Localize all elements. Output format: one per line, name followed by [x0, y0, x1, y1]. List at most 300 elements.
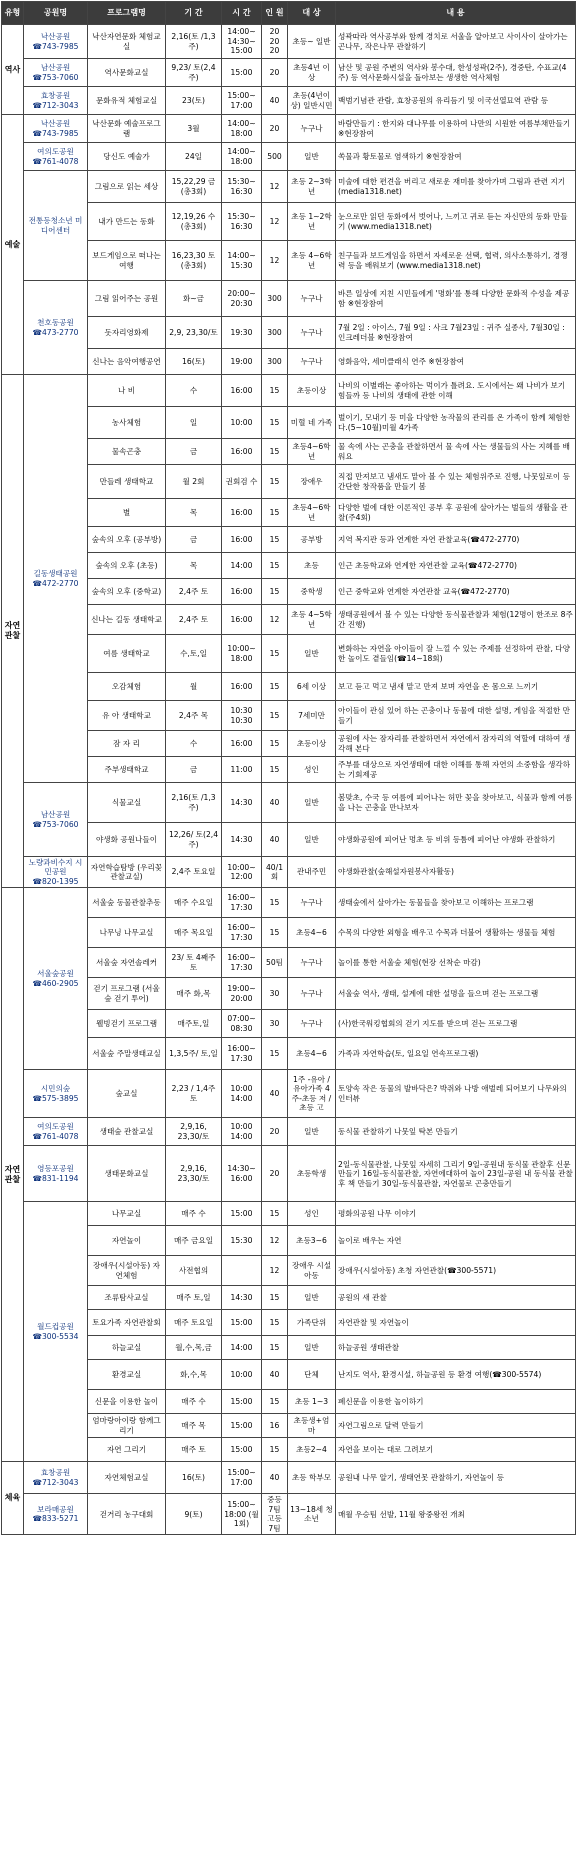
- content-cell: 놀이로 배우는 자연: [336, 1226, 576, 1256]
- time-cell: 07:00~ 08:30: [222, 1010, 262, 1038]
- target-cell: 장애우 시설아동: [288, 1256, 336, 1286]
- header-capacity: 인 원: [262, 2, 288, 25]
- time-cell: 14:00: [222, 553, 262, 579]
- time-cell: 19:00~ 20:00: [222, 978, 262, 1010]
- table-row: [2, 1494, 576, 1535]
- table-row: [2, 1010, 576, 1038]
- time-cell: 14:00: [222, 1336, 262, 1360]
- time-cell: 15:00: [222, 1390, 262, 1414]
- program-name: 숲속의 오후 (공부방): [88, 527, 166, 553]
- header-time: 시 간: [222, 2, 262, 25]
- target-cell: 초등4~6: [288, 1038, 336, 1070]
- target-cell: 관내주민: [288, 857, 336, 888]
- content-cell: 생태숲에서 살아가는 동물들을 찾아보고 이해하는 프로그램: [336, 888, 576, 918]
- park-cell: [24, 888, 88, 1070]
- program-name: 서울숲 동물관찰추동: [88, 888, 166, 918]
- period-cell: 목: [166, 553, 222, 579]
- park-name: 월드컵공원: [37, 1322, 74, 1332]
- period-cell: 금: [166, 757, 222, 783]
- table-row: [2, 25, 576, 59]
- period-cell: 금: [166, 527, 222, 553]
- park-phone: ☎712-3043: [32, 100, 79, 110]
- capacity-cell: 15: [262, 1438, 288, 1462]
- capacity-cell: 12: [262, 1256, 288, 1286]
- content-cell: 변화하는 자연을 아이들이 잘 느낄 수 있는 주제를 선정하여 관찰, 다양한 놀이도 곁들임(☎14~18회): [336, 635, 576, 673]
- content-cell: 공원에 사는 잠자리를 관찰하면서 자연에서 잠자리의 역할에 대하여 생각해 본다: [336, 731, 576, 757]
- content-cell: 공원내 나무 알기, 생태연못 관찰하기, 자연놀이 등: [336, 1462, 576, 1494]
- target-cell: 가족단위: [288, 1310, 336, 1336]
- period-cell: 2,9, 23,30/토: [166, 317, 222, 349]
- time-cell: 15:00~ 17:00: [222, 1462, 262, 1494]
- capacity-cell: 40: [262, 1070, 288, 1118]
- time-cell: 14:30: [222, 823, 262, 857]
- time-cell: 10:00~ 12:00: [222, 857, 262, 888]
- program-name: 오감체험: [88, 673, 166, 701]
- table-row: [2, 673, 576, 701]
- time-cell: 10:00~ 18:00: [222, 635, 262, 673]
- period-cell: 2,23 / 1,4주 토: [166, 1070, 222, 1118]
- program-name: 그림으로 읽는 세상: [88, 171, 166, 203]
- time-cell: 10:00: [222, 407, 262, 439]
- capacity-cell: 20 20 20: [262, 25, 288, 59]
- program-name: 식물교실: [88, 783, 166, 823]
- period-cell: 2,9,16, 23,30/토: [166, 1118, 222, 1146]
- table-row: [2, 978, 576, 1010]
- time-cell: 16:00: [222, 527, 262, 553]
- target-cell: 누구나: [288, 281, 336, 317]
- time-cell: 16:00: [222, 499, 262, 527]
- header-park: 공원명: [24, 2, 88, 25]
- capacity-cell: 15: [262, 1336, 288, 1360]
- header-program: 프로그램명: [88, 2, 166, 25]
- content-cell: 성곽따라 역사공부와 함께 경치로 서울을 알아보고 사이사이 살아가는 곤나무, 작은나무 관찰하기: [336, 25, 576, 59]
- program-table-container: [1, 1, 575, 1870]
- table-row: [2, 1414, 576, 1438]
- program-name: 걷기 프로그램 (서울숲 걷기 투어): [88, 978, 166, 1010]
- table-row: [2, 918, 576, 948]
- capacity-cell: 15: [262, 1038, 288, 1070]
- time-cell: [222, 1256, 262, 1286]
- program-name: 신문을 이용한 놀이: [88, 1390, 166, 1414]
- period-cell: 3월: [166, 115, 222, 143]
- time-cell: 15:30~ 16:30: [222, 203, 262, 241]
- program-name: 그림 읽어주는 공원: [88, 281, 166, 317]
- content-cell: 공원의 새 관찰: [336, 1286, 576, 1310]
- content-cell: 자연관찰 및 자연놀이: [336, 1310, 576, 1336]
- park-name: 남산공원: [40, 810, 71, 820]
- table-row: [2, 857, 576, 888]
- program-name: 신나는 길동 생태학교: [88, 605, 166, 635]
- program-name: 조류탐사교실: [88, 1286, 166, 1310]
- park-name: 낙산공원: [40, 32, 71, 42]
- program-table: [1, 1, 576, 1535]
- table-row: [2, 203, 576, 241]
- table-row: [2, 465, 576, 499]
- program-name: 돗자리영화제: [88, 317, 166, 349]
- time-cell: 10:00 14:00: [222, 1070, 262, 1118]
- capacity-cell: 20: [262, 1118, 288, 1146]
- capacity-cell: 15: [262, 579, 288, 605]
- time-cell: 15:00~ 18:00 (월1회): [222, 1494, 262, 1535]
- content-cell: 난지도 역사, 환경시설, 하늘공원 등 환경 여행(☎300-5574): [336, 1360, 576, 1390]
- park-name: 천호동공원: [37, 318, 74, 328]
- park-phone: ☎473-2770: [32, 327, 79, 337]
- content-cell: 자연그림으로 달력 만들기: [336, 1414, 576, 1438]
- park-cell: [24, 1146, 88, 1202]
- content-cell: 미술에 대한 편견을 버리고 새로운 재미를 찾아가며 그림과 관련 지기(media1318.net): [336, 171, 576, 203]
- period-cell: 화,수,목: [166, 1360, 222, 1390]
- header-period: 기 간: [166, 2, 222, 25]
- time-cell: 16:00~ 17:30: [222, 888, 262, 918]
- category-cell: 체육: [2, 1462, 24, 1535]
- park-cell: [24, 375, 88, 783]
- content-cell: 자연을 보이는 대로 그려보기: [336, 1438, 576, 1462]
- content-cell: 주부를 대상으로 자연생태에 대한 이해를 통해 자연의 소중함을 생각하는 기회제공: [336, 757, 576, 783]
- park-phone: ☎833-5271: [32, 1514, 79, 1524]
- capacity-cell: 40: [262, 1360, 288, 1390]
- content-cell: 물 속에 사는 곤충을 관찰하면서 물 속에 사는 생물들의 사는 지혜를 배워요: [336, 439, 576, 465]
- park-name: 낙산공원: [40, 119, 71, 129]
- table-row: [2, 823, 576, 857]
- period-cell: 2,16(토 /1,3주): [166, 25, 222, 59]
- target-cell: 초등 2~3학년: [288, 171, 336, 203]
- table-row: [2, 1070, 576, 1118]
- target-cell: 일반: [288, 1336, 336, 1360]
- target-cell: 초등이상: [288, 731, 336, 757]
- period-cell: 매주 목: [166, 1414, 222, 1438]
- capacity-cell: 40: [262, 823, 288, 857]
- target-cell: 7세미만: [288, 701, 336, 731]
- content-cell: 7월 2일 : 아이스, 7월 9일 : 사크 7월23일 : 귀주 실종사, 7월30일 : 인크레더블 ※현장참여: [336, 317, 576, 349]
- period-cell: 매주 수: [166, 1202, 222, 1226]
- time-cell: 20:00~ 20:30: [222, 281, 262, 317]
- period-cell: 23(토): [166, 87, 222, 115]
- content-cell: 평화의공원 나무 이야기: [336, 1202, 576, 1226]
- program-name: 장애우(시설아동) 자연체험: [88, 1256, 166, 1286]
- content-cell: 가족과 자연학습(토, 일요일 연속프로그램): [336, 1038, 576, 1070]
- program-name: 물속곤충: [88, 439, 166, 465]
- table-row: [2, 439, 576, 465]
- content-cell: 백범기념관 관람, 효창공원의 유리듬기 및 이국선열묘역 관람 등: [336, 87, 576, 115]
- time-cell: 15:00: [222, 1438, 262, 1462]
- content-cell: 직접 만져보고 냄새도 맡아 볼 수 있는 체험위주로 진행, 나뭇잎로이 등 간단한 창작품을 만들기 봄: [336, 465, 576, 499]
- park-phone: ☎753-7060: [32, 72, 79, 82]
- target-cell: 누구나: [288, 888, 336, 918]
- time-cell: 15:00: [222, 1414, 262, 1438]
- content-cell: 다양한 벌에 대한 이론적인 공부 후 공원에 살아가는 벌들의 생활을 관찰(주4회): [336, 499, 576, 527]
- time-cell: 16:00: [222, 579, 262, 605]
- park-phone: ☎472-2770: [32, 578, 79, 588]
- table-row: [2, 731, 576, 757]
- period-cell: 매주 목요일: [166, 918, 222, 948]
- time-cell: 19:30: [222, 317, 262, 349]
- program-name: 역사문화교실: [88, 59, 166, 87]
- period-cell: 매주 화,목: [166, 978, 222, 1010]
- target-cell: 초등4년 이상: [288, 59, 336, 87]
- period-cell: 목: [166, 499, 222, 527]
- capacity-cell: 50팀: [262, 948, 288, 978]
- program-name: 환경교실: [88, 1360, 166, 1390]
- program-name: 나 비: [88, 375, 166, 407]
- content-cell: 바른 일상에 지친 시민들에게 '명화'를 통해 다양한 문화적 수성을 제공함 ※현장참여: [336, 281, 576, 317]
- time-cell: 14:30: [222, 783, 262, 823]
- time-cell: 11:00: [222, 757, 262, 783]
- park-name: 길동생태공원: [33, 569, 78, 579]
- content-cell: 지역 복지관 등과 연계한 자연 관찰교육(☎472-2770): [336, 527, 576, 553]
- content-cell: 토양속 작은 동물의 발바닥은? 박쥐와 나방 애벌레 되어보기 나무와의 인터뷰: [336, 1070, 576, 1118]
- time-cell: 10:00: [222, 1360, 262, 1390]
- time-cell: 16:00~ 17:30: [222, 918, 262, 948]
- table-row: [2, 1118, 576, 1146]
- content-cell: 친구들과 보드게임을 하면서 자세로운 선택, 협력, 의사소통하기, 경쟁력 등을 배워보기 (www.media1318.net): [336, 241, 576, 281]
- target-cell: 일반: [288, 1286, 336, 1310]
- period-cell: 2,16(토 /1,3주): [166, 783, 222, 823]
- program-name: 나무교실: [88, 1202, 166, 1226]
- time-cell: 15:30~ 16:30: [222, 171, 262, 203]
- table-row: [2, 59, 576, 87]
- period-cell: 9(토): [166, 1494, 222, 1535]
- table-row: [2, 948, 576, 978]
- content-cell: 야생화관찰(숲해설자원봉사자활동): [336, 857, 576, 888]
- program-name: 신나는 음악여행공연: [88, 349, 166, 375]
- capacity-cell: 15: [262, 439, 288, 465]
- park-name: 여의도공원: [37, 1122, 74, 1132]
- park-cell: [24, 1494, 88, 1535]
- program-name: 내가 만드는 동화: [88, 203, 166, 241]
- park-name: 보라매공원: [37, 1504, 74, 1514]
- table-row: [2, 115, 576, 143]
- time-cell: 16:00: [222, 439, 262, 465]
- header-type: 유형: [2, 2, 24, 25]
- program-name: 숲교실: [88, 1070, 166, 1118]
- table-row: [2, 1256, 576, 1286]
- header-target: 대 상: [288, 2, 336, 25]
- table-row: [2, 143, 576, 171]
- capacity-cell: 15: [262, 407, 288, 439]
- target-cell: 초등4~6학년: [288, 439, 336, 465]
- content-cell: 바람만들기 : 한지와 대나무를 이용하여 나만의 시원한 여름부채만들기 ※현장참여: [336, 115, 576, 143]
- park-phone: ☎761-4078: [32, 1131, 79, 1141]
- program-name: 숲속의 오후 (초등): [88, 553, 166, 579]
- table-row: [2, 888, 576, 918]
- target-cell: 초등4~6: [288, 918, 336, 948]
- target-cell: 1주 -유아 /유아가족 4주-초등 저 /초등 고: [288, 1070, 336, 1118]
- period-cell: 매주 토요일: [166, 1310, 222, 1336]
- period-cell: 16(토): [166, 349, 222, 375]
- capacity-cell: 300: [262, 281, 288, 317]
- capacity-cell: 12: [262, 171, 288, 203]
- table-row: [2, 553, 576, 579]
- category-cell: 자연관찰: [2, 888, 24, 1462]
- target-cell: 초등 4~5학년: [288, 605, 336, 635]
- period-cell: 9,23/ 토(2,4주): [166, 59, 222, 87]
- content-cell: 생태공원에서 볼 수 있는 다양한 동식물관찰과 체험(12명이 한조로 8주간 진행): [336, 605, 576, 635]
- content-cell: 영화음악, 세미클래식 연주 ※현장참여: [336, 349, 576, 375]
- content-cell: 2일-동식물관찰, 나뭇잎 자세히 그리기 9일-공원내 동식물 관찰후 신문 만들기 16일-동식물관찰, 자연에대하여 놀이 23일-공원 내 동식물 관찰 후 책 만들기 30일-동식물관찰, 자연물로 곤충만들기: [336, 1146, 576, 1202]
- capacity-cell: 300: [262, 349, 288, 375]
- time-cell: 10:00 14:00: [222, 1118, 262, 1146]
- period-cell: 12,26/ 토(2,4주): [166, 823, 222, 857]
- target-cell: 미혈 네 가족: [288, 407, 336, 439]
- program-name: 낙산문화 예술프로그램: [88, 115, 166, 143]
- content-cell: 봄맞초, 수국 등 여름에 피어나는 허만 꽃을 찾아보고, 식물과 함께 여름을 나는 곤충을 만나보자: [336, 783, 576, 823]
- content-cell: 폐신문을 이용한 놀이하기: [336, 1390, 576, 1414]
- time-cell: 10:30 10:30: [222, 701, 262, 731]
- time-cell: 16:00~ 17:30: [222, 948, 262, 978]
- content-cell: 수목의 다양한 외형을 배우고 수목과 더불어 생활하는 생물들 체험: [336, 918, 576, 948]
- capacity-cell: 15: [262, 1390, 288, 1414]
- content-cell: 야생화공원에 피어난 멍초 등 비위 등틈에 피어난 야생화 관찰하기: [336, 823, 576, 857]
- period-cell: 16,23,30 토(총3회): [166, 241, 222, 281]
- target-cell: 일반: [288, 783, 336, 823]
- park-phone: ☎712-3043: [32, 1477, 79, 1487]
- table-row: [2, 241, 576, 281]
- program-name: 생태문화교실: [88, 1146, 166, 1202]
- table-row: [2, 1360, 576, 1390]
- target-cell: 초등 4~6학년: [288, 241, 336, 281]
- program-name: 낙산자연문화 체험교실: [88, 25, 166, 59]
- target-cell: 초등 1~3: [288, 1390, 336, 1414]
- program-name: 자연체험교실: [88, 1462, 166, 1494]
- capacity-cell: 12: [262, 1226, 288, 1256]
- program-name: 주부생태학교: [88, 757, 166, 783]
- park-phone: ☎460-2905: [32, 978, 79, 988]
- table-row: [2, 281, 576, 317]
- time-cell: 14:00~ 15:30: [222, 241, 262, 281]
- table-row: [2, 171, 576, 203]
- period-cell: 월: [166, 673, 222, 701]
- park-name: 전통등청소년 미디어센터: [28, 216, 83, 235]
- capacity-cell: 15: [262, 701, 288, 731]
- table-row: [2, 701, 576, 731]
- table-row: [2, 349, 576, 375]
- header-row: [2, 2, 576, 25]
- time-cell: 14:30: [222, 1286, 262, 1310]
- table-row: [2, 1038, 576, 1070]
- park-name: 효창공원: [40, 91, 71, 101]
- target-cell: 단체: [288, 1360, 336, 1390]
- capacity-cell: 15: [262, 1286, 288, 1310]
- table-row: [2, 317, 576, 349]
- target-cell: 초등생+엄마: [288, 1414, 336, 1438]
- table-row: [2, 1390, 576, 1414]
- target-cell: 누구나: [288, 349, 336, 375]
- target-cell: 초등 학부모: [288, 1462, 336, 1494]
- capacity-cell: 30: [262, 1010, 288, 1038]
- period-cell: 월 2회: [166, 465, 222, 499]
- content-cell: 서울숲 역사, 생태, 설계에 대한 설명을 들으며 걷는 프로그램: [336, 978, 576, 1010]
- target-cell: 초등3~6: [288, 1226, 336, 1256]
- time-cell: 14:00~ 18:00: [222, 115, 262, 143]
- table-row: [2, 1438, 576, 1462]
- content-cell: 하늘공원 생태관찰: [336, 1336, 576, 1360]
- content-cell: 보고 듣고 먹고 냄새 맡고 만져 보며 자연을 온 몸으로 느끼기: [336, 673, 576, 701]
- period-cell: 16(토): [166, 1462, 222, 1494]
- program-name: 문화유적 체험교실: [88, 87, 166, 115]
- target-cell: 6세 이상: [288, 673, 336, 701]
- period-cell: 금: [166, 439, 222, 465]
- program-name: 웰빙걷기 프로그램: [88, 1010, 166, 1038]
- table-row: [2, 527, 576, 553]
- target-cell: 초등이상: [288, 375, 336, 407]
- capacity-cell: 12: [262, 241, 288, 281]
- content-cell: 놀이를 통한 서울숲 체험(현장 선착순 마감): [336, 948, 576, 978]
- period-cell: 월,수,목,금: [166, 1336, 222, 1360]
- park-cell: [24, 25, 88, 59]
- program-name: 생태숲 관찰교실: [88, 1118, 166, 1146]
- park-phone: ☎753-7060: [32, 819, 79, 829]
- capacity-cell: 15: [262, 375, 288, 407]
- period-cell: 1,3,5주/ 토,일: [166, 1038, 222, 1070]
- target-cell: 누구나: [288, 115, 336, 143]
- park-cell: [24, 783, 88, 857]
- target-cell: 공부방: [288, 527, 336, 553]
- target-cell: 초등2~4: [288, 1438, 336, 1462]
- table-row: [2, 407, 576, 439]
- program-name: 자연학습탐방 (우리꽃관찰교실): [88, 857, 166, 888]
- target-cell: 초등~ 일반: [288, 25, 336, 59]
- capacity-cell: 15: [262, 1202, 288, 1226]
- park-phone: ☎831-1194: [32, 1173, 79, 1183]
- target-cell: 일반: [288, 143, 336, 171]
- table-row: [2, 87, 576, 115]
- content-cell: 쏙물과 황토물로 염색하기 ※현장참여: [336, 143, 576, 171]
- content-cell: 장애우(시설아동) 초청 자연관찰(☎300-5571): [336, 1256, 576, 1286]
- park-cell: [24, 171, 88, 281]
- period-cell: 12,19,26 수(총3회): [166, 203, 222, 241]
- park-name: 시민의숲: [40, 1084, 71, 1094]
- time-cell: 권회검 수: [222, 465, 262, 499]
- time-cell: 14:00~ 14:30~ 15:00: [222, 25, 262, 59]
- target-cell: 성인: [288, 757, 336, 783]
- capacity-cell: 15: [262, 673, 288, 701]
- target-cell: 장애우: [288, 465, 336, 499]
- park-cell: [24, 143, 88, 171]
- capacity-cell: 500: [262, 143, 288, 171]
- park-phone: ☎575-3895: [32, 1093, 79, 1103]
- program-name: 당신도 예술가: [88, 143, 166, 171]
- header-content: 내 용: [336, 2, 576, 25]
- program-name: 자연놀이: [88, 1226, 166, 1256]
- time-cell: 19:00: [222, 349, 262, 375]
- target-cell: 초등4~6학년: [288, 499, 336, 527]
- target-cell: 일반: [288, 1118, 336, 1146]
- category-cell: 자연관찰: [2, 375, 24, 888]
- table-row: [2, 579, 576, 605]
- content-cell: 인근 중학교와 연계한 자연관찰 교육(☎472-2770): [336, 579, 576, 605]
- target-cell: 누구나: [288, 1010, 336, 1038]
- program-name: 농사체험: [88, 407, 166, 439]
- content-cell: 매월 우승팀 선발, 11월 왕중왕전 개최: [336, 1494, 576, 1535]
- time-cell: 15:00: [222, 1202, 262, 1226]
- park-name: 노량과비수지 시민공원: [28, 858, 83, 877]
- period-cell: 매주 토: [166, 1438, 222, 1462]
- time-cell: 16:00: [222, 375, 262, 407]
- period-cell: 2,4주 토요일: [166, 857, 222, 888]
- content-cell: 눈으로만 읽던 동화에서 벗어나, 느끼고 귀로 듣는 자신만의 동화 만들기 (www.media1318.net): [336, 203, 576, 241]
- target-cell: 누구나: [288, 978, 336, 1010]
- content-cell: 나비의 이별래는 좋아하는 먹이가 틀려요. 도시에서는 왜 나비가 보기 힘들까 등 나비의 생태에 관한 이해: [336, 375, 576, 407]
- program-name: 야생화 공원나들이: [88, 823, 166, 857]
- capacity-cell: 중등 7팀 고등 7팀: [262, 1494, 288, 1535]
- capacity-cell: 15: [262, 499, 288, 527]
- capacity-cell: 40: [262, 87, 288, 115]
- park-phone: ☎820-1395: [32, 876, 79, 886]
- capacity-cell: 20: [262, 115, 288, 143]
- capacity-cell: 15: [262, 888, 288, 918]
- capacity-cell: 300: [262, 317, 288, 349]
- period-cell: 2,4주 목: [166, 701, 222, 731]
